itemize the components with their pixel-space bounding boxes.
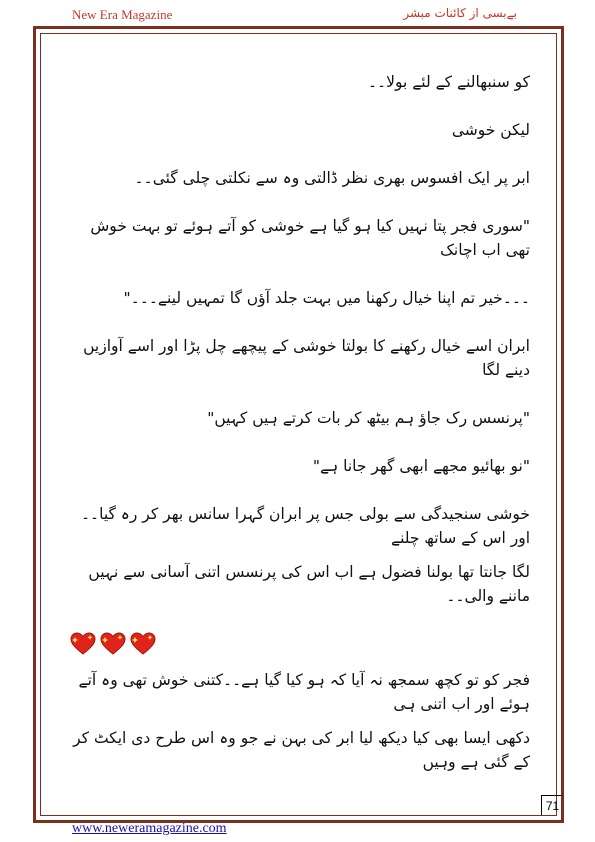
paragraph: فجر کو تو کچھ سمجھ نہ آیا کہ ہو کیا گیا ہے۔۔کتنی خوش تھی وہ آتے ہوئے اور اب اتنی ہی: [78, 671, 530, 713]
magazine-name: New Era Magazine: [72, 7, 173, 22]
paragraph: لگا جانتا تھا بولنا فضول ہے اب اس کی پرنسس اتنی آسانی سے نہیں ماننے والی۔۔: [88, 563, 530, 605]
paragraph: ابران اسے خیال رکھنے کا بولتا خوشی کے پیچھے چل پڑا اور اسے آوازیں دینے لگا: [83, 337, 530, 379]
hearts-divider: [70, 632, 530, 656]
paragraph: "سوری فجر پتا نہیں کیا ہو گیا ہے خوشی کو آتے ہوئے تو بہت خوش تھی اب اچانک: [90, 217, 530, 259]
story-body: [70, 70, 530, 798]
paragraph: ابر پر ایک افسوس بھری نظر ڈالتی وہ سے نکلتی چلی گئی۔۔: [134, 169, 530, 187]
page-number: 71: [541, 795, 563, 815]
website-link[interactable]: www.neweramagazine.com: [72, 821, 227, 836]
paragraph: کو سنبھالنے کے لئے بولا۔۔: [367, 73, 530, 91]
paragraph: "نو بھائیو مجھے ابھی گھر جانا ہے": [312, 457, 530, 475]
paragraph: خوشی سنجیدگی سے بولی جس پر ابران گہرا سانس بھر کر رہ گیا۔۔اور اس کے ساتھ چلنے: [80, 505, 530, 547]
novel-title: بےبسی از کائنات مبشر: [403, 6, 517, 20]
sparkling-heart-icon: [70, 632, 96, 656]
paragraph: ۔۔۔خیر تم اپنا خیال رکھنا میں بہت جلد آؤں گا تمہیں لینے۔۔۔": [123, 289, 530, 307]
paragraph: "پرنسس رک جاؤ ہم بیٹھ کر بات کرتے ہیں کہیں": [207, 409, 530, 427]
sparkling-heart-icon: [100, 632, 126, 656]
sparkling-heart-icon: [130, 632, 156, 656]
paragraph: لیکن خوشی: [451, 121, 530, 139]
paragraph: دکھی ایسا بھی کیا دیکھ لیا ابر کی بہن نے جو وہ اس طرح دی ایکٹ کر کے گئی ہے وہیں: [73, 729, 530, 771]
